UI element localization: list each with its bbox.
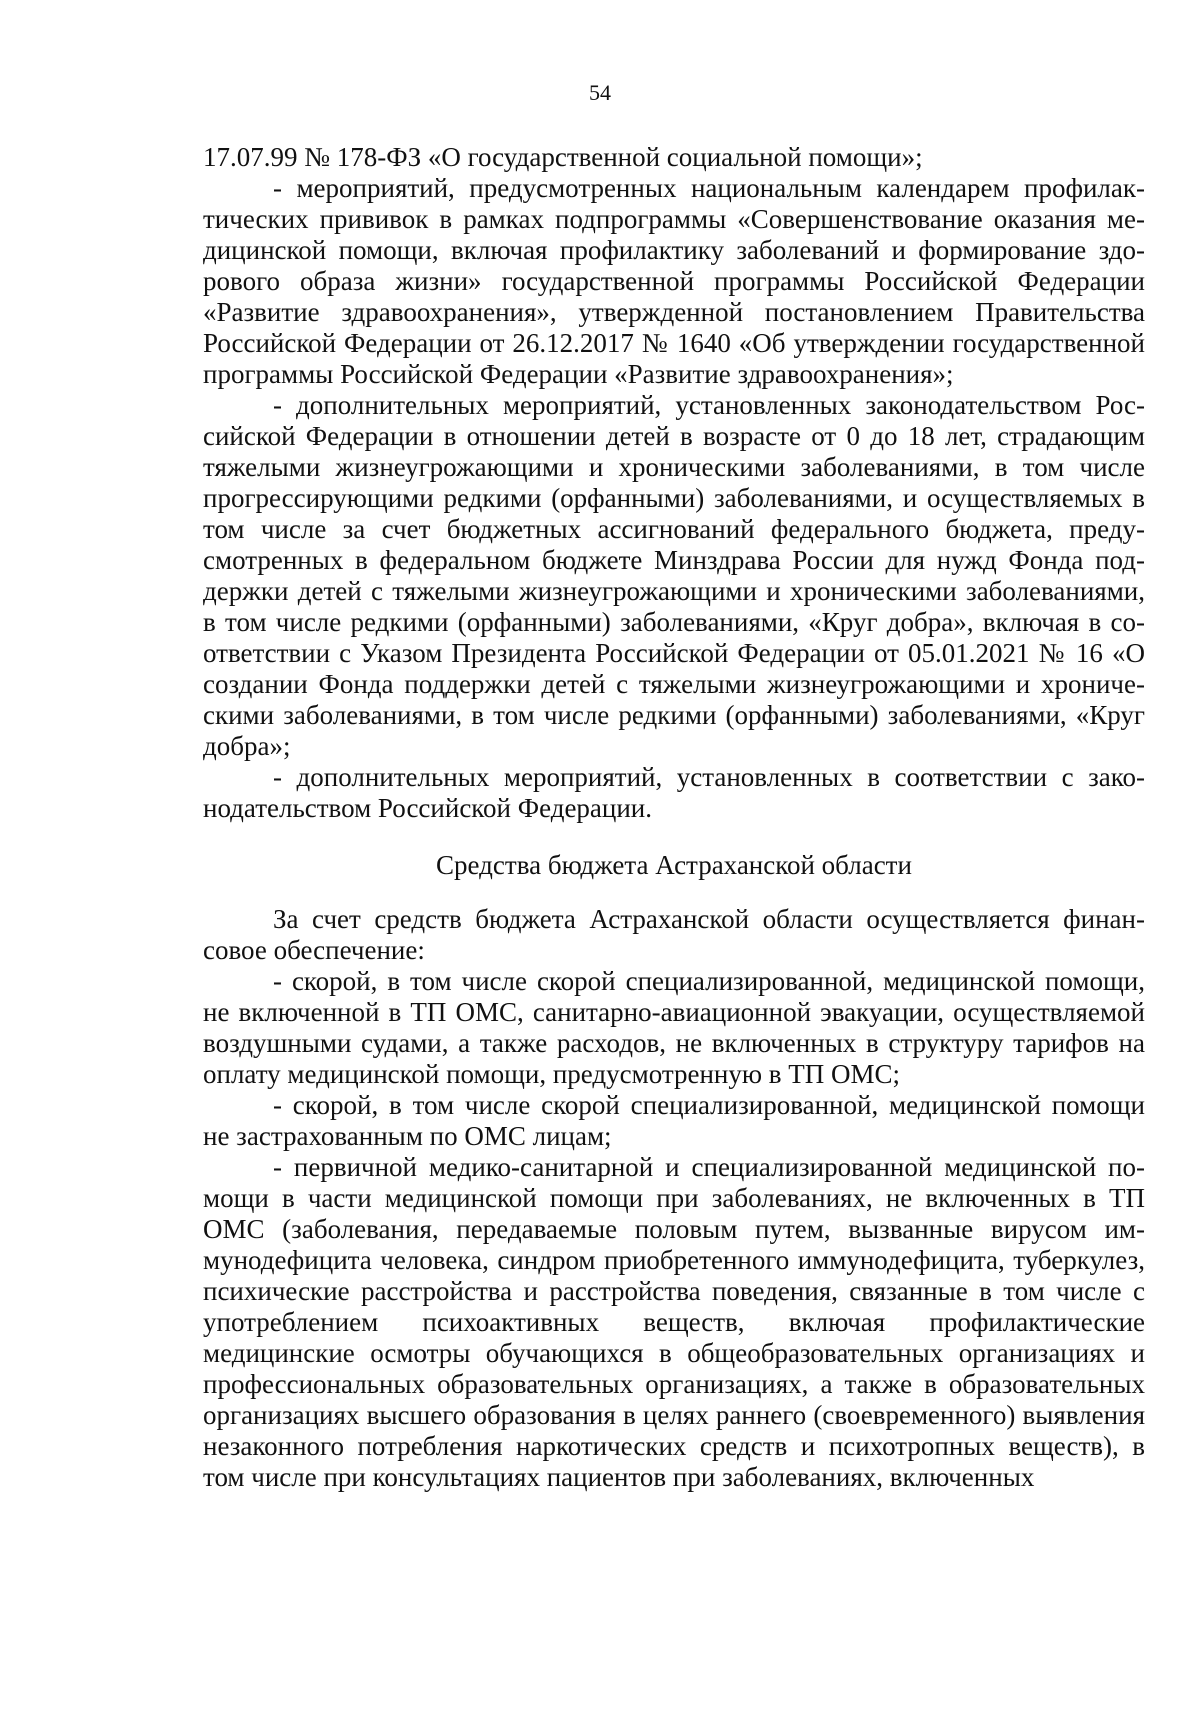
paragraph-children-measures: - дополнительных мероприятий, установленных законодательством Российской Федерации в отношении детей в возрасте от 0 до 18 лет, страдающим тяжелыми жизнеугрожающими и хроническими заболеваниями, в том числе прогрессирующими редкими (орфанными) заболеваниями, и осуществляемых в том числе за счет бюджетных ассигнований федерального бюджета, предусмотренных в федеральном бюджете Минздрава России для нужд Фонда поддержки детей с тяжелыми жизнеугрожающими и хроническими заболеваниями, в том числе редкими (орфанными) заболеваниями, «Круг добра», включая в соответствии с Указом Президента Российской Федерации от 05.01.2021 № 16 «О создании Фонда поддержки детей с тяжелыми жизнеугрожающими и хроническими заболеваниями, в том числе редкими (орфанными) заболеваниями, «Круг добра»;	[203, 390, 1145, 761]
paragraph-primary-care: - первичной медико-санитарной и специализированной медицинской помощи в части медицинской помощи при заболеваниях, не включенных в ТП ОМС (заболевания, передаваемые половым путем, вызванные вирусом иммунодефицита человека, синдром приобретенного иммунодефицита, туберкулез, психические расстройства и расстройства поведения, связанные в том числе с употреблением психоактивных веществ, включая профилактические медицинские осмотры обучающихся в общеобразовательных организациях и профессиональных образовательных организациях, а также в образовательных организациях высшего образования в целях раннего (своевременного) выявления незаконного потребления наркотических средств и психотропных веществ), в том числе при консультациях пациентов при заболеваниях, включенных	[203, 1152, 1145, 1492]
body-text-upper	[203, 142, 1145, 824]
body-text-lower	[203, 904, 1145, 1493]
paragraph-emergency-care: - скорой, в том числе скорой специализированной, медицинской помощи, не включенной в ТП ОМС, санитарно-авиационной эвакуации, осуществляемой воздушными судами, а также расходов, не включенных в структуру тарифов на оплату медицинской помощи, предусмотренную в ТП ОМС;	[203, 966, 1145, 1089]
section-heading: Средства бюджета Астраханской области	[436, 850, 912, 880]
paragraph-vaccination-calendar: - мероприятий, предусмотренных национальным календарем профилактических прививок в рамках подпрограммы «Совершенствование оказания медицинской помощи, включая профилактику заболеваний и формирование здорового образа жизни» государственной программы Российской Федерации «Развитие здравоохранения», утвержденной постановлением Правительства Российской Федерации от 26.12.2017 № 1640 «Об утверждении государственной программы Российской Федерации «Развитие здравоохранения»;	[203, 173, 1145, 389]
paragraph-financing-intro: За счет средств бюджета Астраханской области осуществляется финансовое обеспечение:	[203, 904, 1145, 965]
section-heading-wrap	[203, 850, 1145, 881]
paragraph-law-reference: 17.07.99 № 178-ФЗ «О государственной социальной помощи»;	[203, 142, 923, 172]
page-number: 54	[589, 80, 611, 105]
paragraph-additional-measures: - дополнительных мероприятий, установленных в соответствии с законодательством Российской Федерации.	[203, 762, 1145, 823]
paragraph-uninsured-care: - скорой, в том числе скорой специализированной, медицинской помощи не застрахованным по ОМС лицам;	[203, 1090, 1145, 1151]
